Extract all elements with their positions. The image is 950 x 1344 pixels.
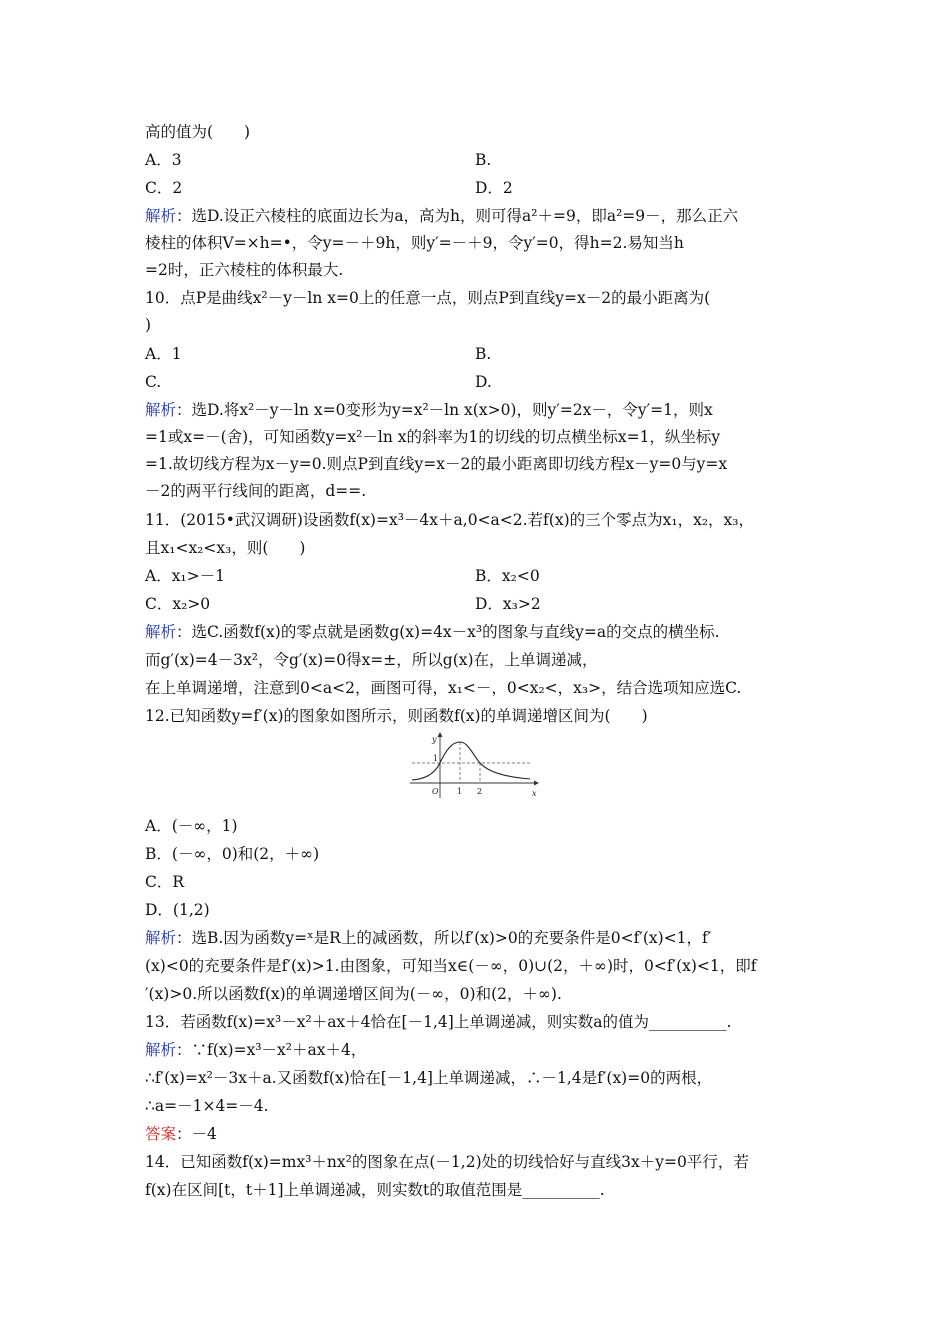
solution-label: 解析 [145, 207, 177, 225]
y-tick-label-1: 1 [433, 754, 439, 763]
q10-solution-line: =1或x=－(舍)，可知函数y=x²－ln x的斜率为1的切线的切点横坐标x=1，纵坐标y [145, 428, 721, 446]
y-axis-label: y [432, 735, 437, 744]
q9-solution-line: 解析：选D.设正六棱柱的底面边长为a，高为h，则可得a²＋=9，即a²=9－，那么正六 [145, 207, 739, 225]
q11-option-b: B．x₂<0 [475, 567, 540, 585]
q10-stem: 10．点P是曲线x²－y－ln x=0上的任意一点，则点P到直线y=x－2的最小距离为( [145, 289, 711, 307]
q9-stem-end: 高的值为( ) [145, 123, 251, 141]
q13-solution-line: ∴f′(x)=x²－3x＋a.又函数f(x)恰在[－1,4]上单调递减，∴－1,4是f′(x)=0的两根， [145, 1069, 713, 1087]
q13-solution-line: ∴a=－1×4=－4. [145, 1097, 269, 1115]
q13-answer-line: 答案：－4 [145, 1125, 217, 1143]
q9-solution-line: 棱柱的体积V=×h=•，令y=－＋9h，则y′=－＋9，令y′=0，得h=2.易知当h [145, 234, 684, 252]
q10-option-b: B. [475, 345, 492, 363]
answer-label: 答案 [145, 1125, 177, 1143]
q11-option-a: A．x₁>－1 [145, 567, 225, 585]
y-axis-arrow [438, 732, 443, 737]
q11-option-c: C．x₂>0 [145, 595, 211, 613]
q11-stem: 且x₁<x₂<x₃，则( ) [145, 539, 306, 557]
solution-label: 解析 [145, 1041, 177, 1059]
q13-stem: 13．若函数f(x)=x³－x²＋ax＋4恰在[－1,4]上单调递减，则实数a的值为__________. [145, 1013, 732, 1031]
q9-option-c: C．2 [145, 179, 183, 197]
q11-solution-line: 解析：选C.函数f(x)的零点就是函数g(x)=4x－x³的图象与直线y=a的交点的横坐标. [145, 623, 720, 641]
q12-solution-line: ′(x)>0.所以函数f(x)的单调递增区间为(－∞，0)和(2，＋∞). [145, 985, 562, 1003]
origin-label: O [432, 787, 439, 796]
derivative-graph [410, 730, 540, 800]
q12-option-c: C．R [145, 873, 185, 891]
q12-option-b: B．(－∞，0)和(2，＋∞) [145, 845, 320, 863]
q10-option-d: D. [475, 373, 492, 391]
q9-option-b: B. [475, 151, 492, 169]
q13-solution-line: 解析：∵f(x)=x³－x²＋ax＋4， [145, 1041, 367, 1059]
q10-option-a: A．1 [145, 345, 182, 363]
tick-label-1: 1 [457, 787, 463, 796]
q12-stem: 12.已知函数y=f′(x)的图象如图所示，则函数f(x)的单调递增区间为( ) [145, 707, 648, 725]
q11-option-d: D．x₃>2 [475, 595, 541, 613]
solution-label: 解析 [145, 929, 177, 947]
derivative-curve [412, 742, 530, 780]
q11-solution-line: 而g′(x)=4－3x²，令g′(x)=0得x=±，所以g(x)在，上单调递减， [145, 651, 598, 669]
q14-stem: 14．已知函数f(x)=mx³＋nx²的图象在点(－1,2)处的切线恰好与直线3x＋y=0平行，若 [145, 1153, 749, 1171]
q10-solution-line: 解析：选D.将x²－y－ln x=0变形为y=x²－ln x(x>0)，则y′=2x－，令y′=1，则x [145, 401, 713, 419]
q14-stem: f(x)在区间[t，t＋1]上单调递减，则实数t的取值范围是__________. [145, 1181, 605, 1199]
x-axis-arrow [534, 781, 539, 786]
q11-solution-line: 在上单调递增，注意到0<a<2，画图可得，x₁<－，0<x₂<，x₃>，结合选项知应选C. [145, 679, 742, 697]
q9-solution-line: =2时，正六棱柱的体积最大. [145, 261, 344, 279]
q9-option-d: D．2 [475, 179, 513, 197]
q12-option-a: A．(－∞，1) [145, 817, 238, 835]
q10-stem: ) [145, 316, 152, 334]
solution-label: 解析 [145, 623, 177, 641]
q12-option-d: D．(1,2) [145, 901, 210, 919]
q10-solution-line: －2的两平行线间的距离，d==. [145, 482, 367, 500]
tick-label-2: 2 [477, 787, 483, 796]
solution-label: 解析 [145, 401, 177, 419]
q10-solution-line: =1.故切线方程为x－y=0.则点P到直线y=x－2的最小距离即切线方程x－y=0与y=x [145, 455, 728, 473]
q11-stem: 11．(2015•武汉调研)设函数f(x)=x³－4x＋a,0<a<2.若f(x)的三个零点为x₁，x₂，x₃， [145, 511, 754, 529]
q10-option-c: C. [145, 373, 162, 391]
q9-option-a: A．3 [145, 151, 182, 169]
x-axis-label: x [532, 789, 537, 798]
q12-solution-line: 解析：选B.因为函数y=ˣ是R上的减函数，所以f′(x)>0的充要条件是0<f′(x)<1，f′ [145, 929, 712, 947]
q12-solution-line: (x)<0的充要条件是f′(x)>1.由图象，可知当x∈(－∞，0)∪(2，＋∞)时，0<f′(x)<1，即f [145, 957, 757, 975]
